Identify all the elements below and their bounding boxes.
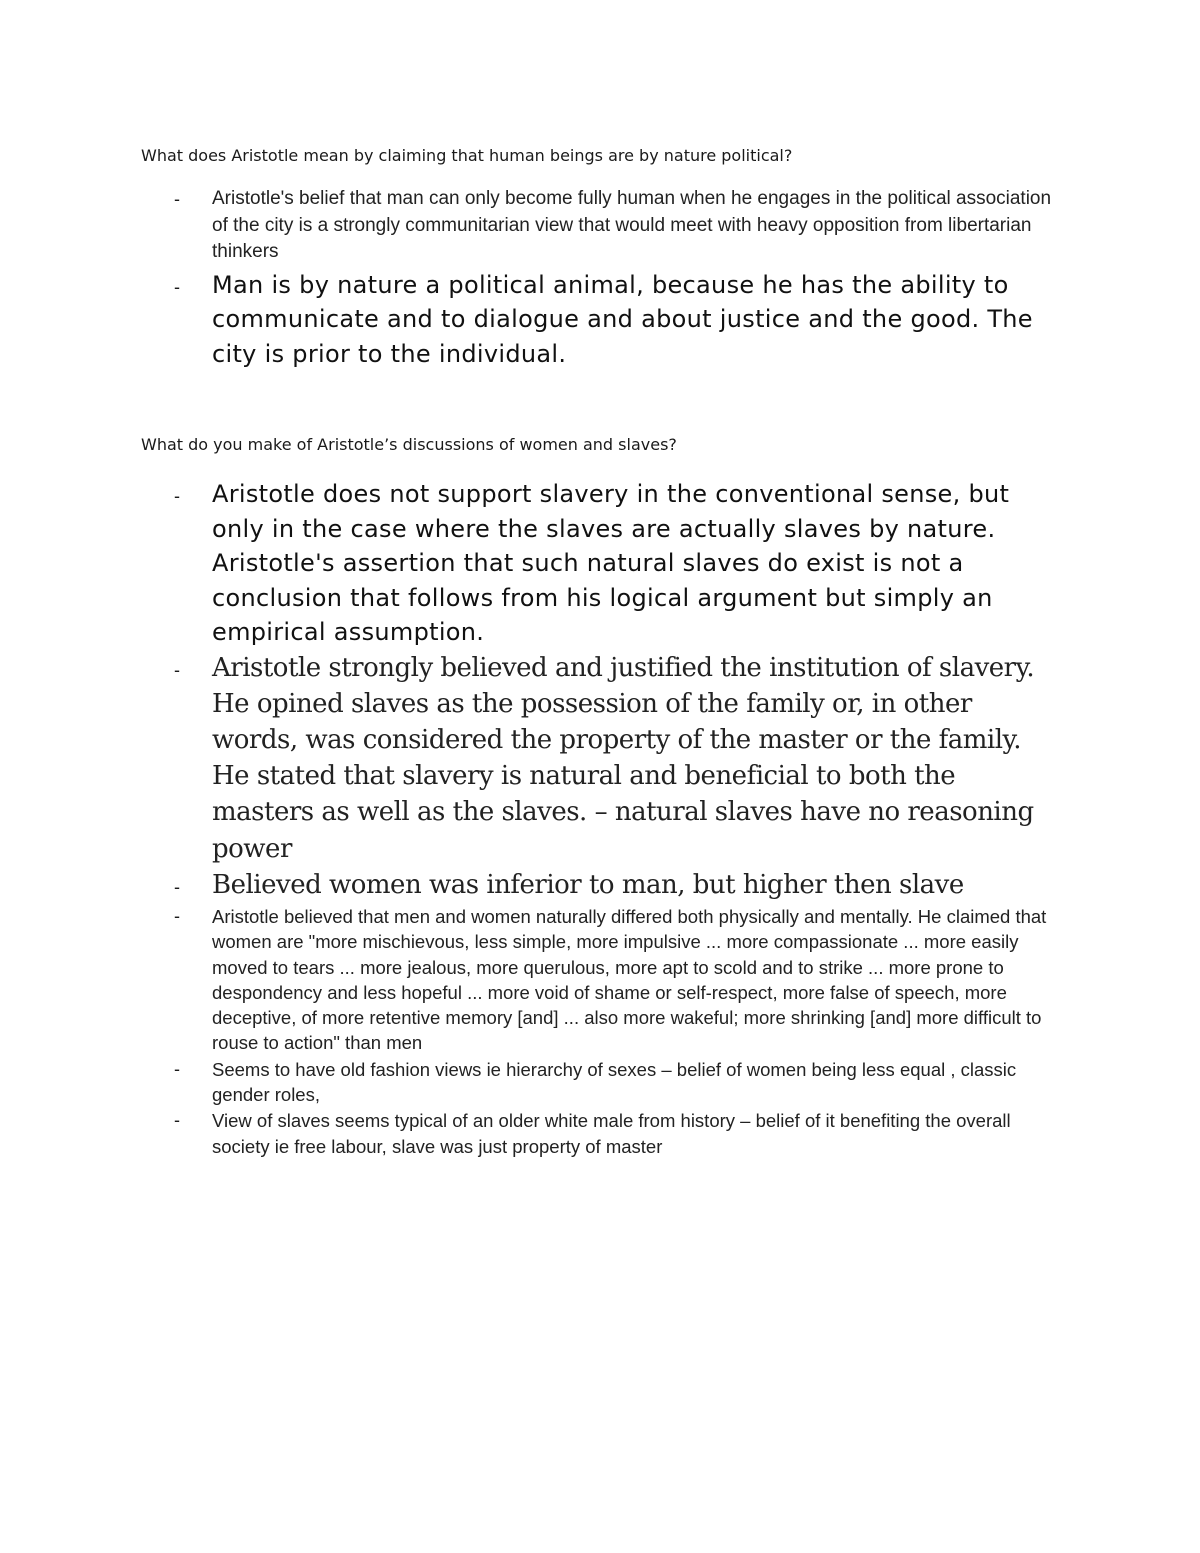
answer-text: Man is by nature a political animal, because he has the ability to communicate and to dialogue and about justice and the good. The city is prior to the individual.: [212, 270, 1033, 368]
answer-item: [0, 904, 1060, 1056]
answer-item: [0, 186, 1060, 266]
answer-text: Aristotle strongly believed and justified the institution of slavery. He opined slaves as the possession of the family or, in other words, was considered the property of the master or the family. He stated that slavery is natural and beneficial to both the masters as well as the slaves. – natural slaves have no reasoning power: [212, 652, 1035, 864]
bullet-dash: -: [174, 189, 180, 209]
question-heading: What does Aristotle mean by claiming that human beings are by nature political?: [141, 146, 793, 165]
bullet-dash: -: [174, 1058, 180, 1079]
bullet-dash: -: [174, 276, 180, 297]
bullet-dash: -: [174, 486, 180, 506]
answer-text: Aristotle believed that men and women naturally differed both physically and mentally. He claimed that women are "more mischievous, less simple, more impulsive ... more compassionate ... more easily moved to tears ... more jealous, more querulous, more apt to scold and to strike ... more prone to despondency and less hopeful ... more void of shame or self-respect, more false of speech, more deceptive, of more retentive memory [and] ... also more wakeful; more shrinking [and] more difficult to rouse to action" than men: [212, 905, 1047, 1054]
bullet-dash: -: [174, 1110, 180, 1131]
answer-text: Aristotle's belief that man can only become fully human when he engages in the political association of the city is a strongly communitarian view that would meet with heavy opposition from libertarian thinkers: [212, 188, 1052, 262]
answer-list: [0, 186, 1060, 371]
question-heading: What do you make of Aristotle’s discussions of women and slaves?: [141, 435, 677, 454]
bullet-dash: -: [174, 659, 180, 680]
answer-item: [0, 477, 1060, 650]
answer-list: [0, 477, 1060, 1159]
answer-item: [0, 867, 1060, 903]
answer-text: Aristotle does not support slavery in the conventional sense, but only in the case where the slaves are actually slaves by nature. Aristotle's assertion that such natural slaves do exist is not a conclusion that follows from his logical argument but simply an empirical assumption.: [212, 480, 1010, 646]
bullet-dash: -: [174, 876, 180, 897]
answer-item: [0, 650, 1060, 867]
answer-text: View of slaves seems typical of an older white male from history – belief of it benefiting the overall society ie free labour, slave was just property of master: [212, 1110, 1011, 1157]
answer-item: [0, 268, 1060, 372]
answer-item: [0, 1108, 1060, 1159]
answer-text: Believed women was inferior to man, but higher then slave: [212, 869, 964, 900]
answer-item: [0, 1057, 1060, 1108]
answer-text: Seems to have old fashion views ie hierarchy of sexes – belief of women being less equal , classic gender roles,: [212, 1058, 1017, 1105]
bullet-dash: -: [174, 905, 180, 926]
